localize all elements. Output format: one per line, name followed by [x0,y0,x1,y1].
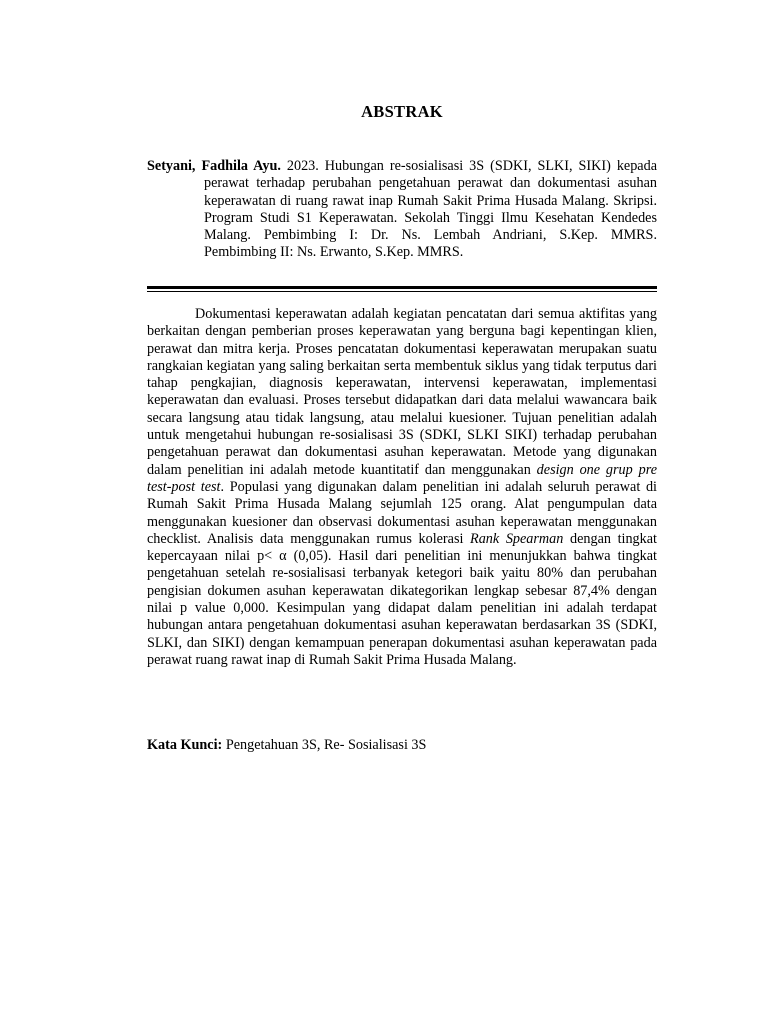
abstract-text-part3: dengan tingkat kepercayaan nilai p< α (0,05). Hasil dari penelitian ini menunjukkan bahwa tingkat pengetahuan setelah re-sosialisasi terbanyak ketegori baik yaitu 80% dan perubahan pengisian dokumen asuhan keperawatan dikategorikan lengkap sebesar 87,4% dengan nilai p value 0,000. Kesimpulan yang didapat dalam penelitian ini adalah terdapat hubungan antara pengetahuan dokumentasi asuhan keperawatan berdasarkan 3S (SDKI, SLKI, dan SIKI) dengan kemampuan penerapan dokumentasi asuhan keperawatan pada perawat ruang rawat inap di Rumah Sakit Prima Husada Malang. [147,530,657,668]
abstract-rank-italic: Rank Spearman [470,530,564,547]
keywords-label: Kata Kunci: [147,737,223,753]
citation-details: 2023. Hubungan re-sosialisasi 3S (SDKI, SLKI, SIKI) kepada perawat terhadap perubahan pengetahuan perawat dan dokumentasi asuhan keperawatan di ruang rawat inap Rumah Sakit Prima Husada Malang. Skripsi. Program Studi S1 Keperawatan. Sekolah Tinggi Ilmu Kesehatan Kendedes Malang. Pembimbing I: Dr. Ns. Lembah Andriani, S.Kep. MMRS. Pembimbing II: Ns. Erwanto, S.Kep. MMRS. [204,158,658,261]
abstract-design-italic: design one grup pre test-post test [147,461,657,495]
keywords-line [147,737,657,754]
divider-thick [147,286,657,289]
divider-thin [147,291,657,292]
citation-author: Setyani, Fadhila Ayu. [147,158,281,174]
page-title: ABSTRAK [361,102,443,121]
keywords-value: Pengetahuan 3S, Re- Sosialisasi 3S [222,737,427,753]
abstract-text-part2: . Populasi yang digunakan dalam penelitian ini adalah seluruh perawat di Rumah Sakit Prima Husada Malang sejumlah 125 orang. Alat pengumpulan data menggunakan kuesioner dan observasi dokumentasi asuhan keperawatan menggunakan checklist. Analisis data menggunakan rumus kolerasi [147,478,658,547]
abstract-text-part1: Dokumentasi keperawatan adalah kegiatan pencatatan dari semua aktifitas yang berkaitan dengan pemberian proses keperawatan yang berguna bagi kepentingan klien, perawat dan mitra kerja. Proses pencatatan dokumentasi keperawatan merupakan suatu rangkaian kegiatan yang saling berkaitan serta membentuk siklus yang tidak terputus dari tahap pengkajian, diagnosis keperawatan, intervensi keperawatan, implementasi keperawatan dan evaluasi. Proses tersebut didapatkan dari data melalui wawancara baik secara langsung atau tidak langsung, atau melalui kuesioner. Tujuan penelitian adalah untuk mengetahui hubungan re-sosialisasi 3S (SDKI, SLKI SIKI) terhadap perubahan pengetahuan perawat dan dokumentasi asuhan keperawatan. Metode yang digunakan dalam penelitian ini adalah metode kuantitatif dan menggunakan [147,306,657,478]
abstract-paragraph [147,306,657,669]
citation-block [147,158,657,262]
